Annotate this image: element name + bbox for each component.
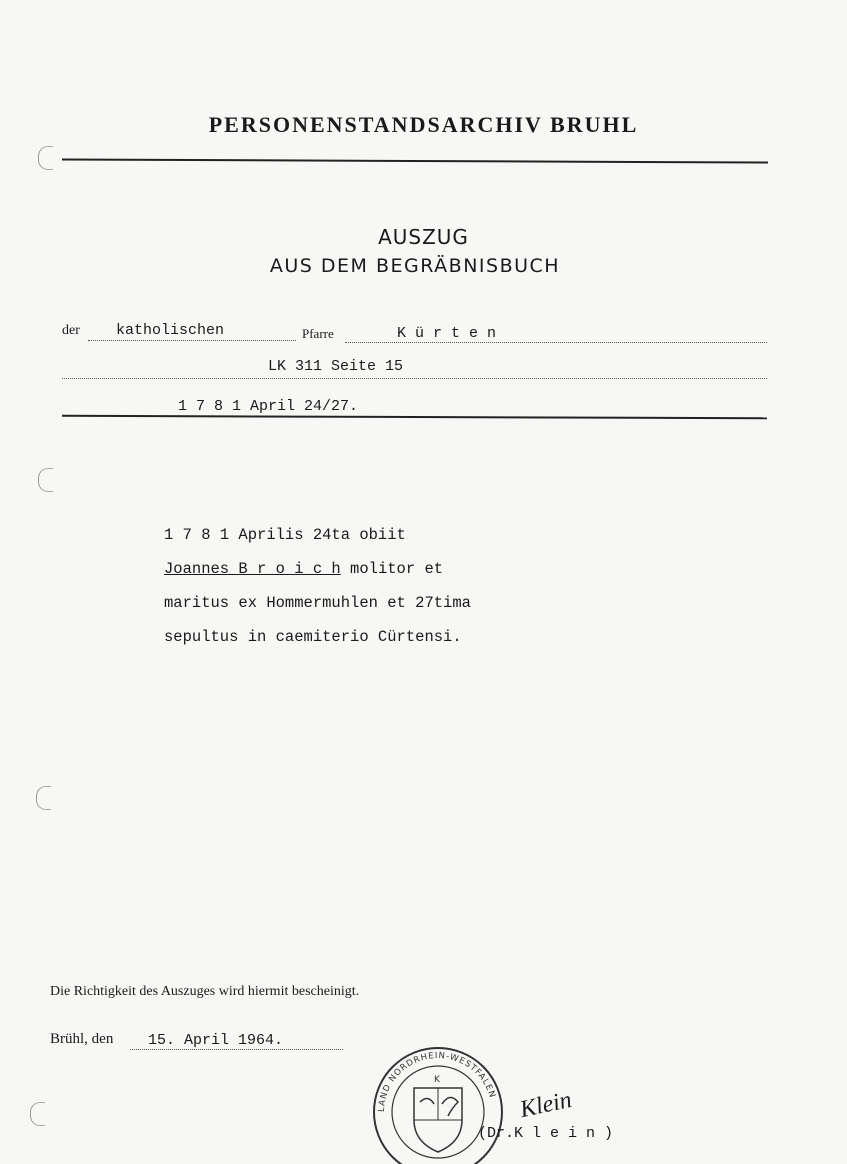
reference-dotted-line (62, 378, 767, 379)
punch-hole-mark (38, 146, 53, 170)
issue-date: 15. April 1964. (148, 1032, 284, 1049)
deceased-name: Joannes B r o i c h (164, 560, 341, 578)
entry-line-3: maritus ex Hommermuhlen et 27tima (164, 594, 471, 612)
place-label: Brühl, den (50, 1031, 114, 1047)
entry-line-2-rest: molitor et (340, 560, 444, 578)
record-date: 1 7 8 1 April 24/27. (178, 398, 359, 415)
entry-line-2 (164, 552, 471, 586)
certification-statement: Die Richtigkeit des Auszuges wird hiermit bescheinigt. (50, 984, 360, 999)
reference-value: LK 311 Seite 15 (268, 358, 404, 375)
issue-date-dotted-line (130, 1049, 343, 1050)
der-label: der (62, 323, 80, 338)
seal-text: LAND NORDRHEIN-WESTFALEN (376, 1050, 498, 1113)
punch-hole-mark (36, 786, 51, 810)
document-subtitle: AUS DEM BEGRÄBNISBUCH (269, 255, 561, 277)
document-title: AUSZUG (378, 225, 469, 249)
svg-text:K: K (434, 1075, 440, 1085)
der-dotted-line (88, 340, 296, 341)
punch-hole-mark (30, 1102, 45, 1126)
entry-text (164, 518, 471, 654)
pfarre-label: Pfarre (302, 326, 334, 341)
punch-hole-mark (38, 468, 53, 492)
confession-value: katholischen (116, 322, 225, 339)
entry-line-1: 1 7 8 1 Aprilis 24ta obiit (164, 526, 406, 544)
header-rule (62, 158, 768, 163)
handwritten-signature: Klein (517, 1086, 575, 1124)
official-seal (368, 1042, 508, 1164)
date-rule (62, 415, 767, 419)
signer-name: (Dr.K l e i n ) (478, 1125, 614, 1142)
parish-value: K ü r t e n (397, 325, 497, 342)
horse-icon (442, 1097, 458, 1116)
entry-line-4: sepultus in caemiterio Cürtensi. (164, 628, 462, 646)
pfarre-dotted-line (345, 342, 767, 343)
archive-name: PERSONENSTANDSARCHIV BRUHL (208, 112, 639, 137)
